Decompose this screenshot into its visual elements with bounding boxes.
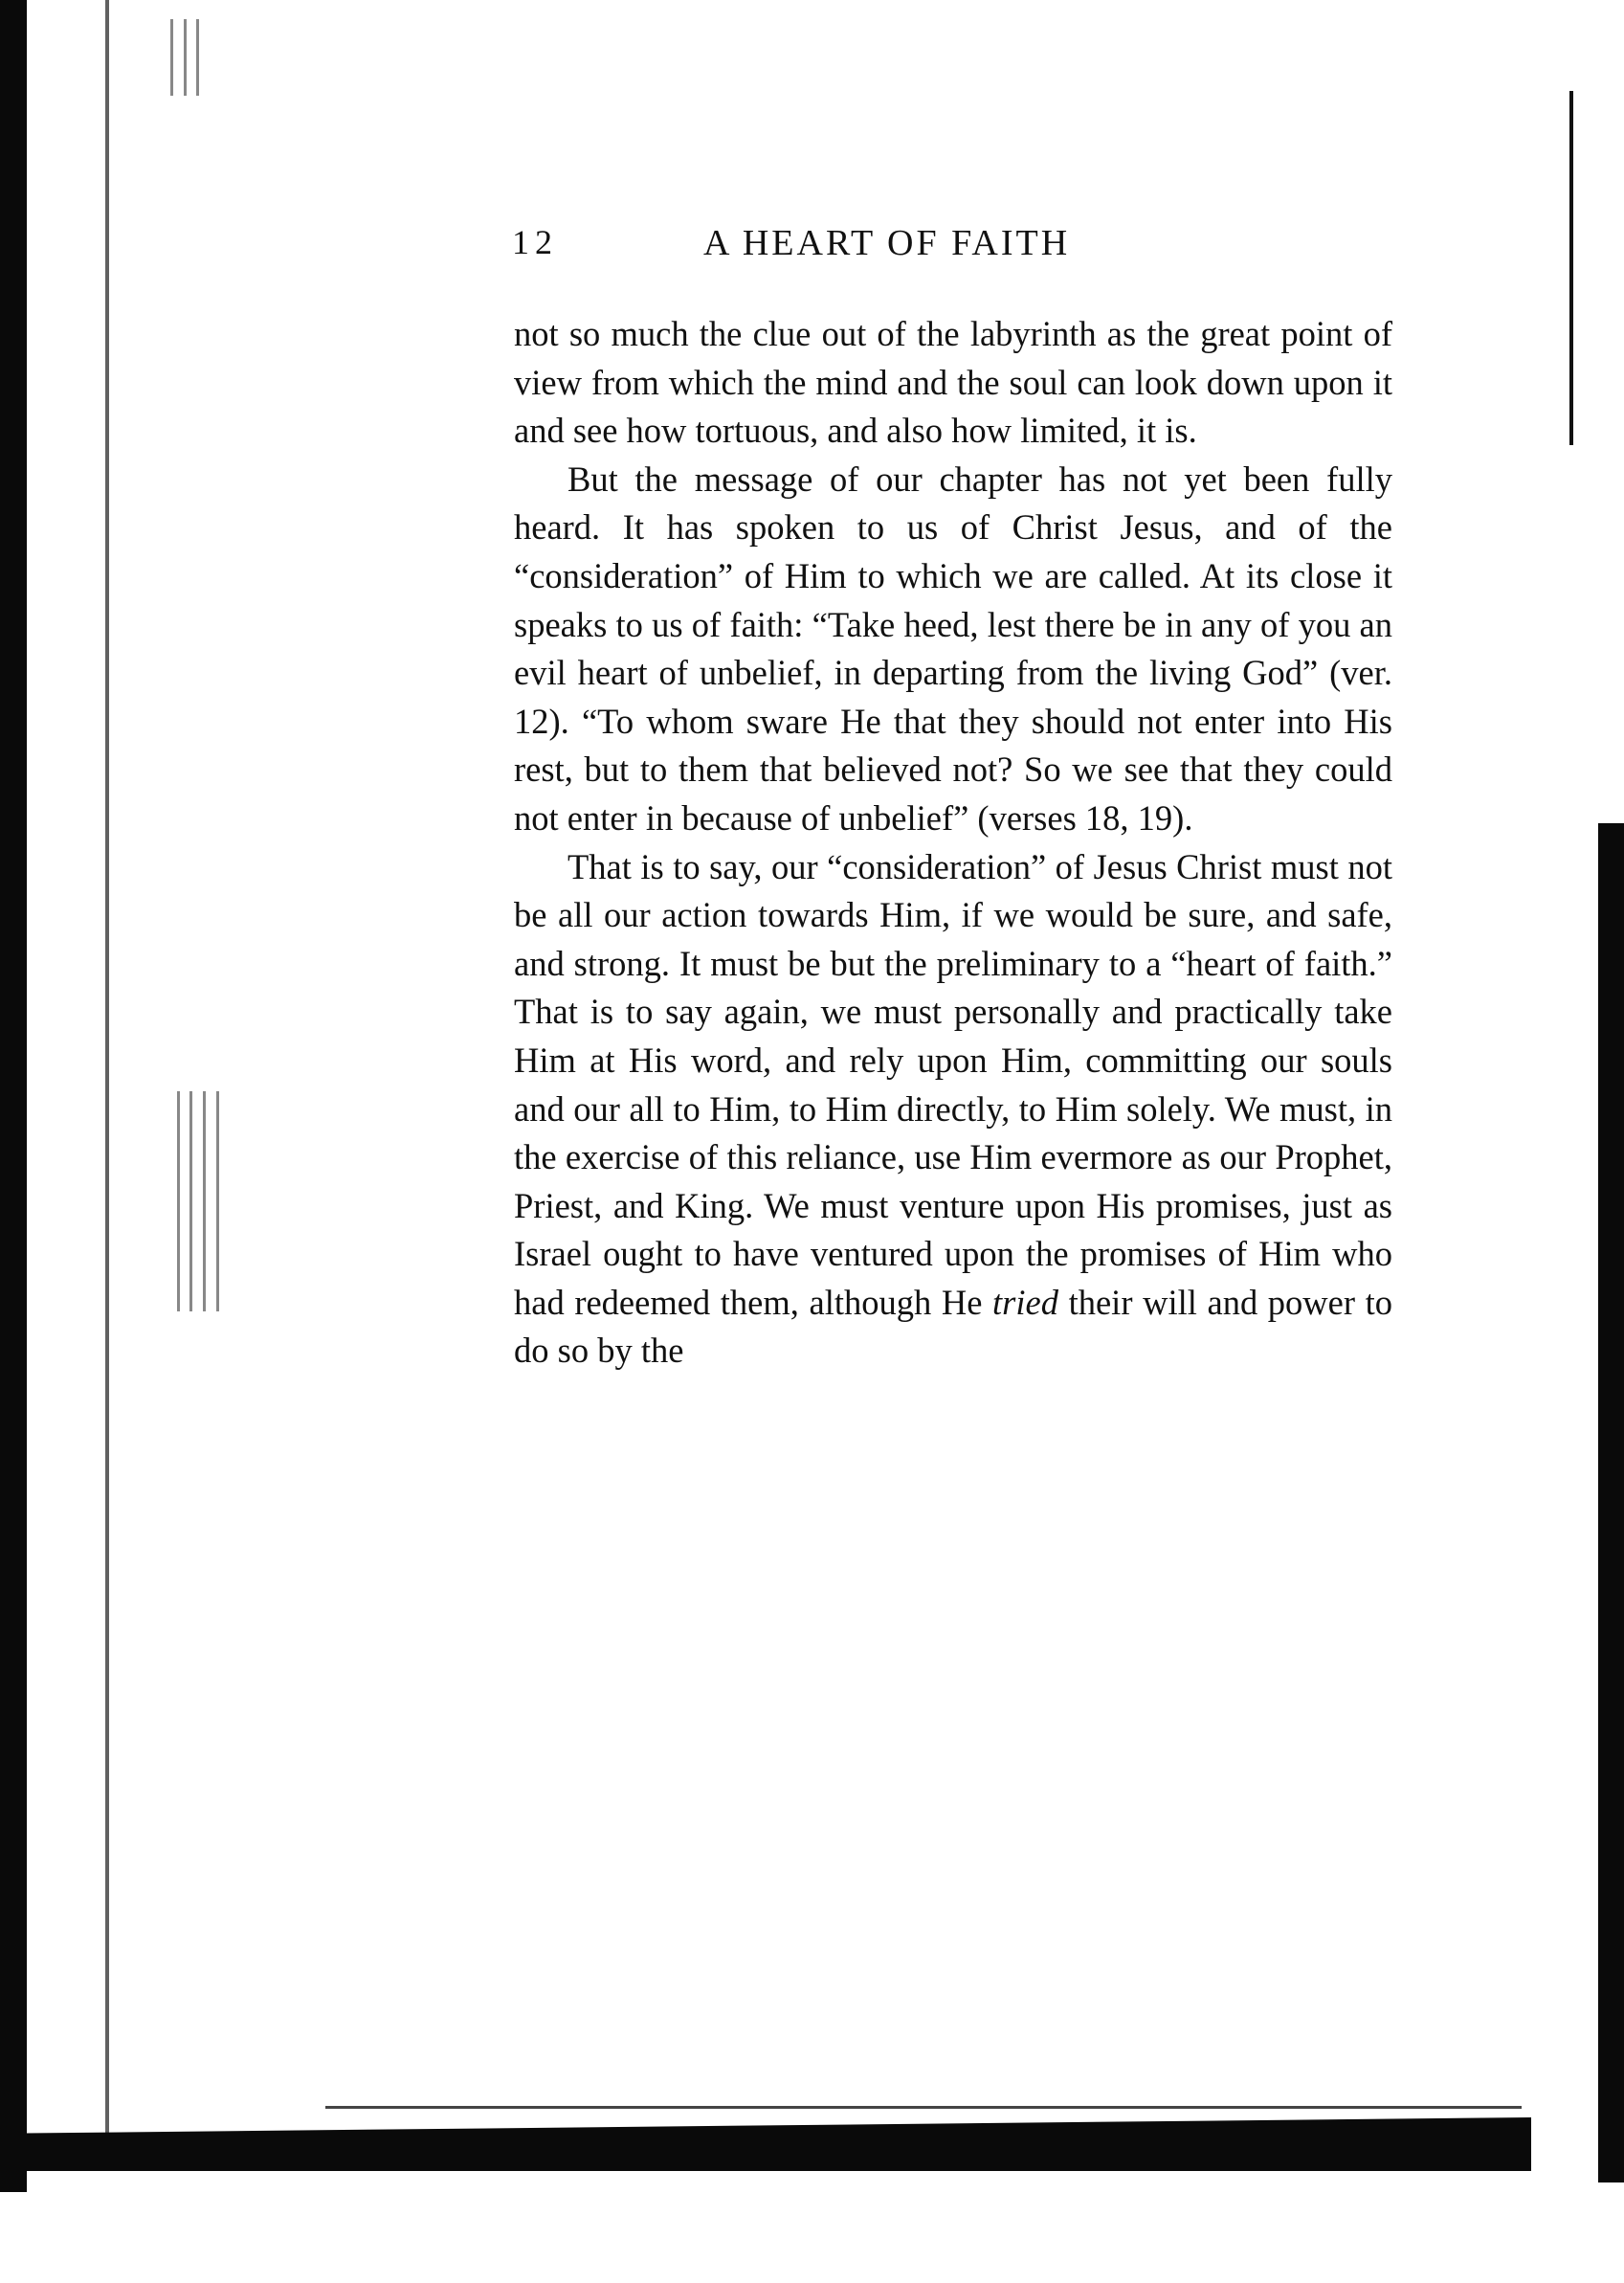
scan-bleed-mark (196, 19, 199, 96)
body-text (514, 310, 1392, 1376)
scan-edge-right-thick (1598, 823, 1624, 2182)
scan-edge-right-thin (1569, 91, 1573, 445)
paragraph-1: not so much the clue out of the labyrinth as the great point of view from which the mind and the soul can look down upon it and see how tortuous, and also how limited, it is. (514, 314, 1392, 451)
scan-bleed-mark (170, 19, 173, 96)
emphasis-tried: tried (992, 1282, 1058, 1322)
scan-edge-bottom-line (325, 2106, 1522, 2109)
page-header (512, 222, 1397, 280)
paragraph-2: But the message of our chapter has not yet been fully heard. It has spoken to us of Christ Jesus, and of the “consideration” of Him to which we are called. At its close it speaks to us of faith: “Take heed, lest there be in any of you an evil heart of unbelief, in departing from the living God” (ver. 12). “To whom sware He that they should not enter into His rest, but to them that believed not? So we see that they could not enter in because of unbelief” (verses 18, 19). (514, 459, 1392, 838)
scan-bleed-mark (184, 19, 187, 96)
scan-edge-left-inner (105, 0, 109, 2163)
running-head: A HEART OF FAITH (703, 223, 1071, 263)
scan-edge-bottom (0, 2117, 1531, 2171)
scan-bleed-mark (216, 1091, 219, 1311)
paragraph-3 (514, 843, 1392, 1377)
scan-edge-left (0, 0, 27, 2192)
page-number: 12 (512, 223, 558, 261)
scan-bleed-mark (203, 1091, 206, 1311)
scan-bleed-mark (177, 1091, 180, 1311)
paragraph-3-text: That is to say, our “consideration” of Jesus Christ must not be all our action towards Him, if we would be sure, and safe, and strong. It must be but the preliminary to a “heart of faith.” That is to say again, we must personally and practically take Him at His word, and rely upon Him, committing our souls and our all to Him, to Him directly, to Him solely. We must, in the exercise of this reliance, use Him evermore as our Prophet, Priest, and King. We must venture upon His promises, just as Israel ought to have ventured upon the promises of Him who had redeemed them, although He (514, 846, 1392, 1322)
scan-bleed-mark (189, 1091, 192, 1311)
paragraph-3-text-after: their will and power to do so by the (514, 1282, 1393, 1371)
